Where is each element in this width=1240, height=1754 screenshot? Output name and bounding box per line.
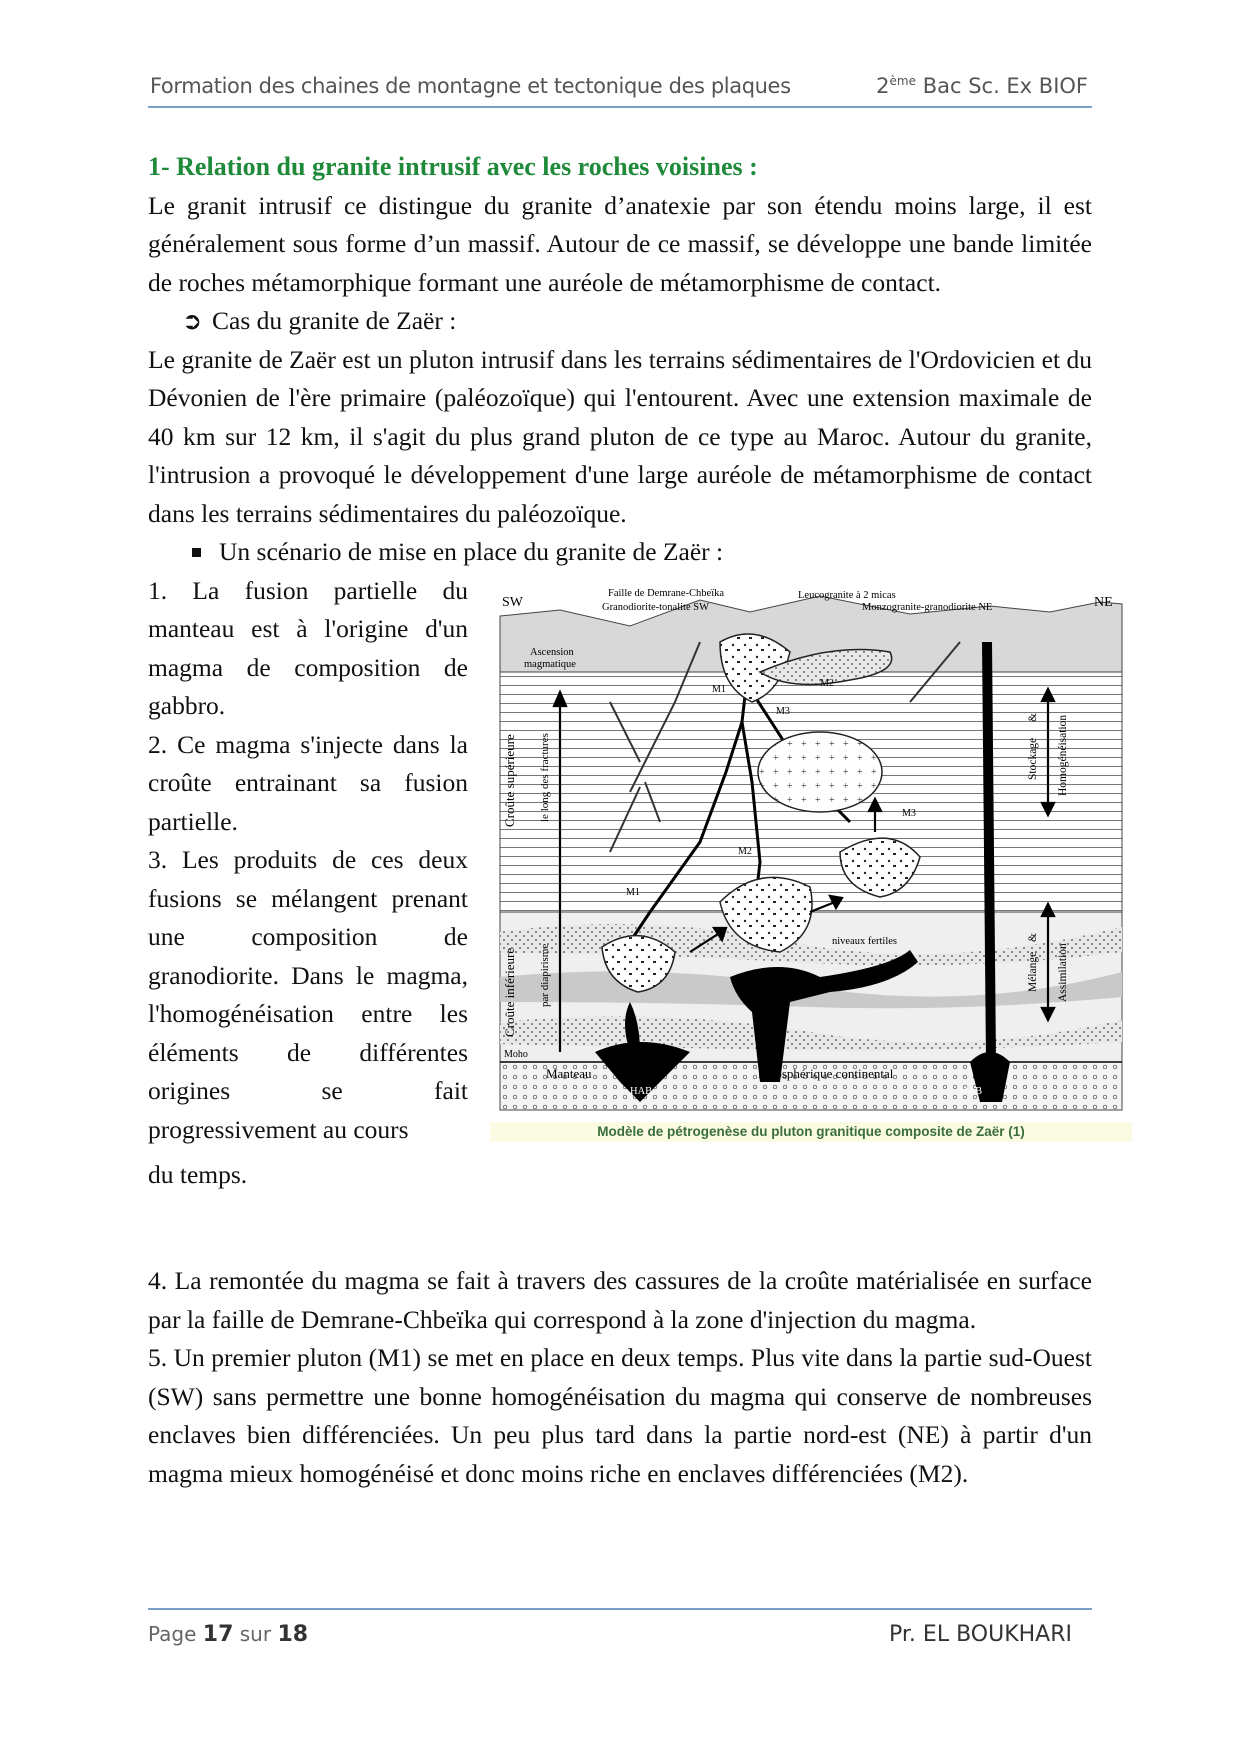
fig-hab-1: HAB [630, 1085, 653, 1097]
fig-hab-2: HAB [960, 1085, 983, 1097]
steps-and-figure [148, 572, 1113, 1189]
fig-sw: SW [502, 594, 523, 610]
more-content [148, 1262, 1092, 1493]
fig-ascension-2: magmatique [524, 658, 576, 670]
petrogenesis-diagram [490, 582, 1132, 1122]
page-number: Page 17 sur 18 [148, 1622, 309, 1647]
fig-leucogranite: Leucogranite à 2 micas [798, 589, 896, 601]
fig-ne: NE [1094, 594, 1113, 610]
petrogenesis-figure [490, 582, 1132, 1138]
figure-caption: Modèle de pétrogenèse du pluton granitique composite de Zaër (1) [490, 1122, 1132, 1142]
fig-assimilation: Assimilation [1057, 942, 1069, 1002]
fig-melange: Mélange [1027, 951, 1039, 992]
header-class: 2ème Bac Sc. Ex BIOF [876, 74, 1088, 98]
fig-moho: Moho [504, 1048, 528, 1060]
fig-amp-1: & [1027, 712, 1039, 722]
scenario-title: Un scénario de mise en place du granite de Zaër : [148, 533, 1092, 572]
case-paragraph: Le granite de Zaër est un pluton intrusif dans les terrains sédimentaires de l'Ordovicien et du Dévonien de l'ère primaire (paléozoïque) qui l'entourent. Avec une extension maximale de 40 km sur 12 km, il s'agit du plus grand pluton de ce type au Maroc. Autour du granite, l'intrusion a provoqué le développement d'une large auréole de métamorphisme de contact dans les terrains sédimentaires du paléozoïque. [148, 344, 1092, 528]
fig-fractures: le long des fractures [539, 732, 551, 822]
section-heading: 1- Relation du granite intrusif avec les roches voisines : [148, 152, 758, 181]
author: Pr. EL BOUKHARI [889, 1622, 1072, 1647]
step-3: 3. Les produits de ces deux fusions se mélangent prenant une composition de granodiorite. Dans le magma, l'homogénéisation entre les éléments de différentes origines se fait progressivement au cours [148, 845, 468, 1144]
fig-m2a: M2 [820, 677, 834, 689]
fig-homog: Homogénéisation [1057, 714, 1069, 796]
fig-niveaux: niveaux fertiles [832, 935, 898, 947]
fig-m1a: M1 [712, 683, 726, 695]
fig-manteau: Manteau [546, 1065, 592, 1081]
fig-monzogranite: Monzogranite-granodiorite NE [862, 601, 993, 613]
fig-m3b: M3 [902, 807, 916, 819]
fig-m3a: M3 [776, 705, 790, 717]
fig-stockage: Stockage [1027, 737, 1039, 780]
step-2: 2. Ce magma s'injecte dans la croûte entrainant sa fusion partielle. [148, 729, 468, 836]
header-title: Formation des chaines de montagne et tectonique des plaques [150, 74, 791, 98]
step-3-end: du temps. [148, 1159, 248, 1189]
page-footer [148, 1608, 1092, 1654]
step-1: 1. La fusion partielle du manteau est à l'origine d'un magma de composition de gabbro. [148, 575, 468, 720]
square-bullet-icon [192, 548, 201, 557]
fig-croute-inf: Croûte inférieure [502, 947, 517, 1037]
case-title: ➲ Cas du granite de Zaër : [148, 302, 1092, 341]
fig-amp-2: & [1027, 932, 1039, 942]
step-5: 5. Un premier pluton (M1) se met en place en deux temps. Plus vite dans la partie sud-Ouest (SW) sans permettre une bonne homogénéisation du magma qui conserve de nombreuses enclaves bien différenciées. Un peu plus tard dans la partie nord-est (NE) à partir d'un magma mieux homogénéisé et donc moins riche en enclaves différenciées (M2). [148, 1343, 1092, 1488]
fig-diapirisme: par diapirisme [539, 943, 551, 1007]
fig-m1b: M1 [626, 886, 640, 898]
page-header [148, 70, 1092, 108]
fig-litho: lithosphérique continental [758, 1065, 894, 1081]
intro-paragraph: Le granit intrusif ce distingue du granite d’anatexie par son étendu moins large, il est généralement sous forme d’un massif. Autour de ce massif, se développe une bande limitée de roches métamorphique formant une auréole de métamorphisme de contact. [148, 190, 1092, 297]
fig-ascension-1: Ascension [530, 646, 574, 658]
steps-column [148, 572, 468, 1150]
fig-m2b: M2 [738, 845, 752, 857]
fig-faille: Faille de Demrane-Chbeïka [608, 587, 725, 599]
arrow-right-icon: ➲ [182, 307, 203, 335]
step-4: 4. La remontée du magma se fait à travers des cassures de la croûte matérialisée en surface par la faille de Demrane-Chbeïka qui correspond à la zone d'injection du magma. [148, 1266, 1092, 1334]
fig-croute-sup: Croûte supérieure [502, 733, 517, 827]
fig-granodiorite: Granodiorite-tonalite SW [602, 601, 710, 613]
main-content [148, 148, 1113, 1189]
